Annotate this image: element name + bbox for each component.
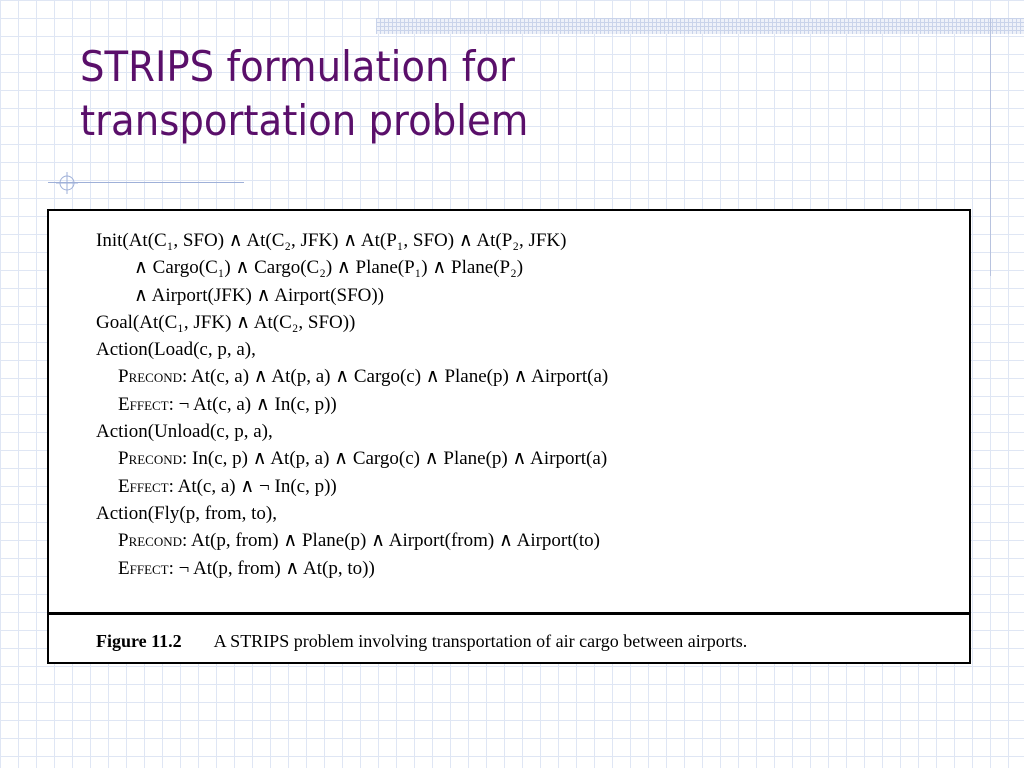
precond-expression: In(c, p) ∧ At(p, a) ∧ Cargo(c) ∧ Plane(p) ∧ Airport(a) — [192, 448, 608, 470]
precond-label: Precond: — [118, 366, 188, 388]
action-fly-effect — [96, 555, 608, 582]
effect-expression: At(c, a) ∧ ¬ In(c, p)) — [177, 475, 337, 497]
goal-line: Goal(At(C₁, JFK) ∧ At(C₂, SFO)) — [96, 311, 356, 333]
init-line-1: Init(At(C₁, SFO) ∧ At(C₂, JFK) ∧ At(P₁, SFO) ∧ At(P₂, JFK) — [96, 230, 567, 251]
header-decoration-band — [376, 18, 1024, 34]
precond-expression: At(p, from) ∧ Plane(p) ∧ Airport(from) ∧ Airport(to) — [191, 530, 600, 552]
action-fly-precond — [96, 527, 608, 554]
caption-separator — [49, 612, 969, 615]
effect-label: Effect: — [118, 557, 174, 579]
action-unload-effect — [96, 473, 608, 500]
init-line-2: ∧ Cargo(C₁) ∧ Cargo(C₂) ∧ Plane(P₁) ∧ Plane(P₂) — [134, 257, 524, 279]
vertical-rule — [990, 18, 991, 276]
slide-title-line-2: transportation problem — [80, 96, 529, 145]
effect-label: Effect: — [118, 475, 174, 497]
action-unload-header: Action(Unload(c, p, a), — [96, 421, 273, 443]
action-fly-header: Action(Fly(p, from, to), — [96, 502, 278, 524]
formula-block — [96, 227, 608, 582]
effect-expression: ¬ At(c, a) ∧ In(c, p)) — [178, 393, 337, 415]
caption-text: A STRIPS problem involving transportation of air cargo between airports. — [213, 631, 748, 651]
action-load-header: Action(Load(c, p, a), — [96, 339, 256, 361]
effect-label: Effect: — [118, 393, 174, 415]
action-unload-precond — [96, 445, 608, 472]
figure-caption — [96, 631, 747, 652]
effect-expression: ¬ At(p, from) ∧ At(p, to)) — [178, 557, 375, 579]
slide-title-line-1: STRIPS formulation for — [80, 42, 515, 91]
strips-figure — [47, 209, 971, 664]
action-load-effect — [96, 391, 608, 418]
figure-number: Figure 11.2 — [96, 631, 182, 651]
precond-label: Precond: — [118, 530, 188, 552]
precond-label: Precond: — [118, 448, 188, 470]
precond-expression: At(c, a) ∧ At(p, a) ∧ Cargo(c) ∧ Plane(p) ∧ Airport(a) — [191, 366, 609, 388]
crosshair-icon — [56, 172, 78, 194]
init-line-3: ∧ Airport(JFK) ∧ Airport(SFO)) — [134, 284, 385, 306]
slide-title — [80, 40, 528, 148]
action-load-precond — [96, 363, 608, 390]
